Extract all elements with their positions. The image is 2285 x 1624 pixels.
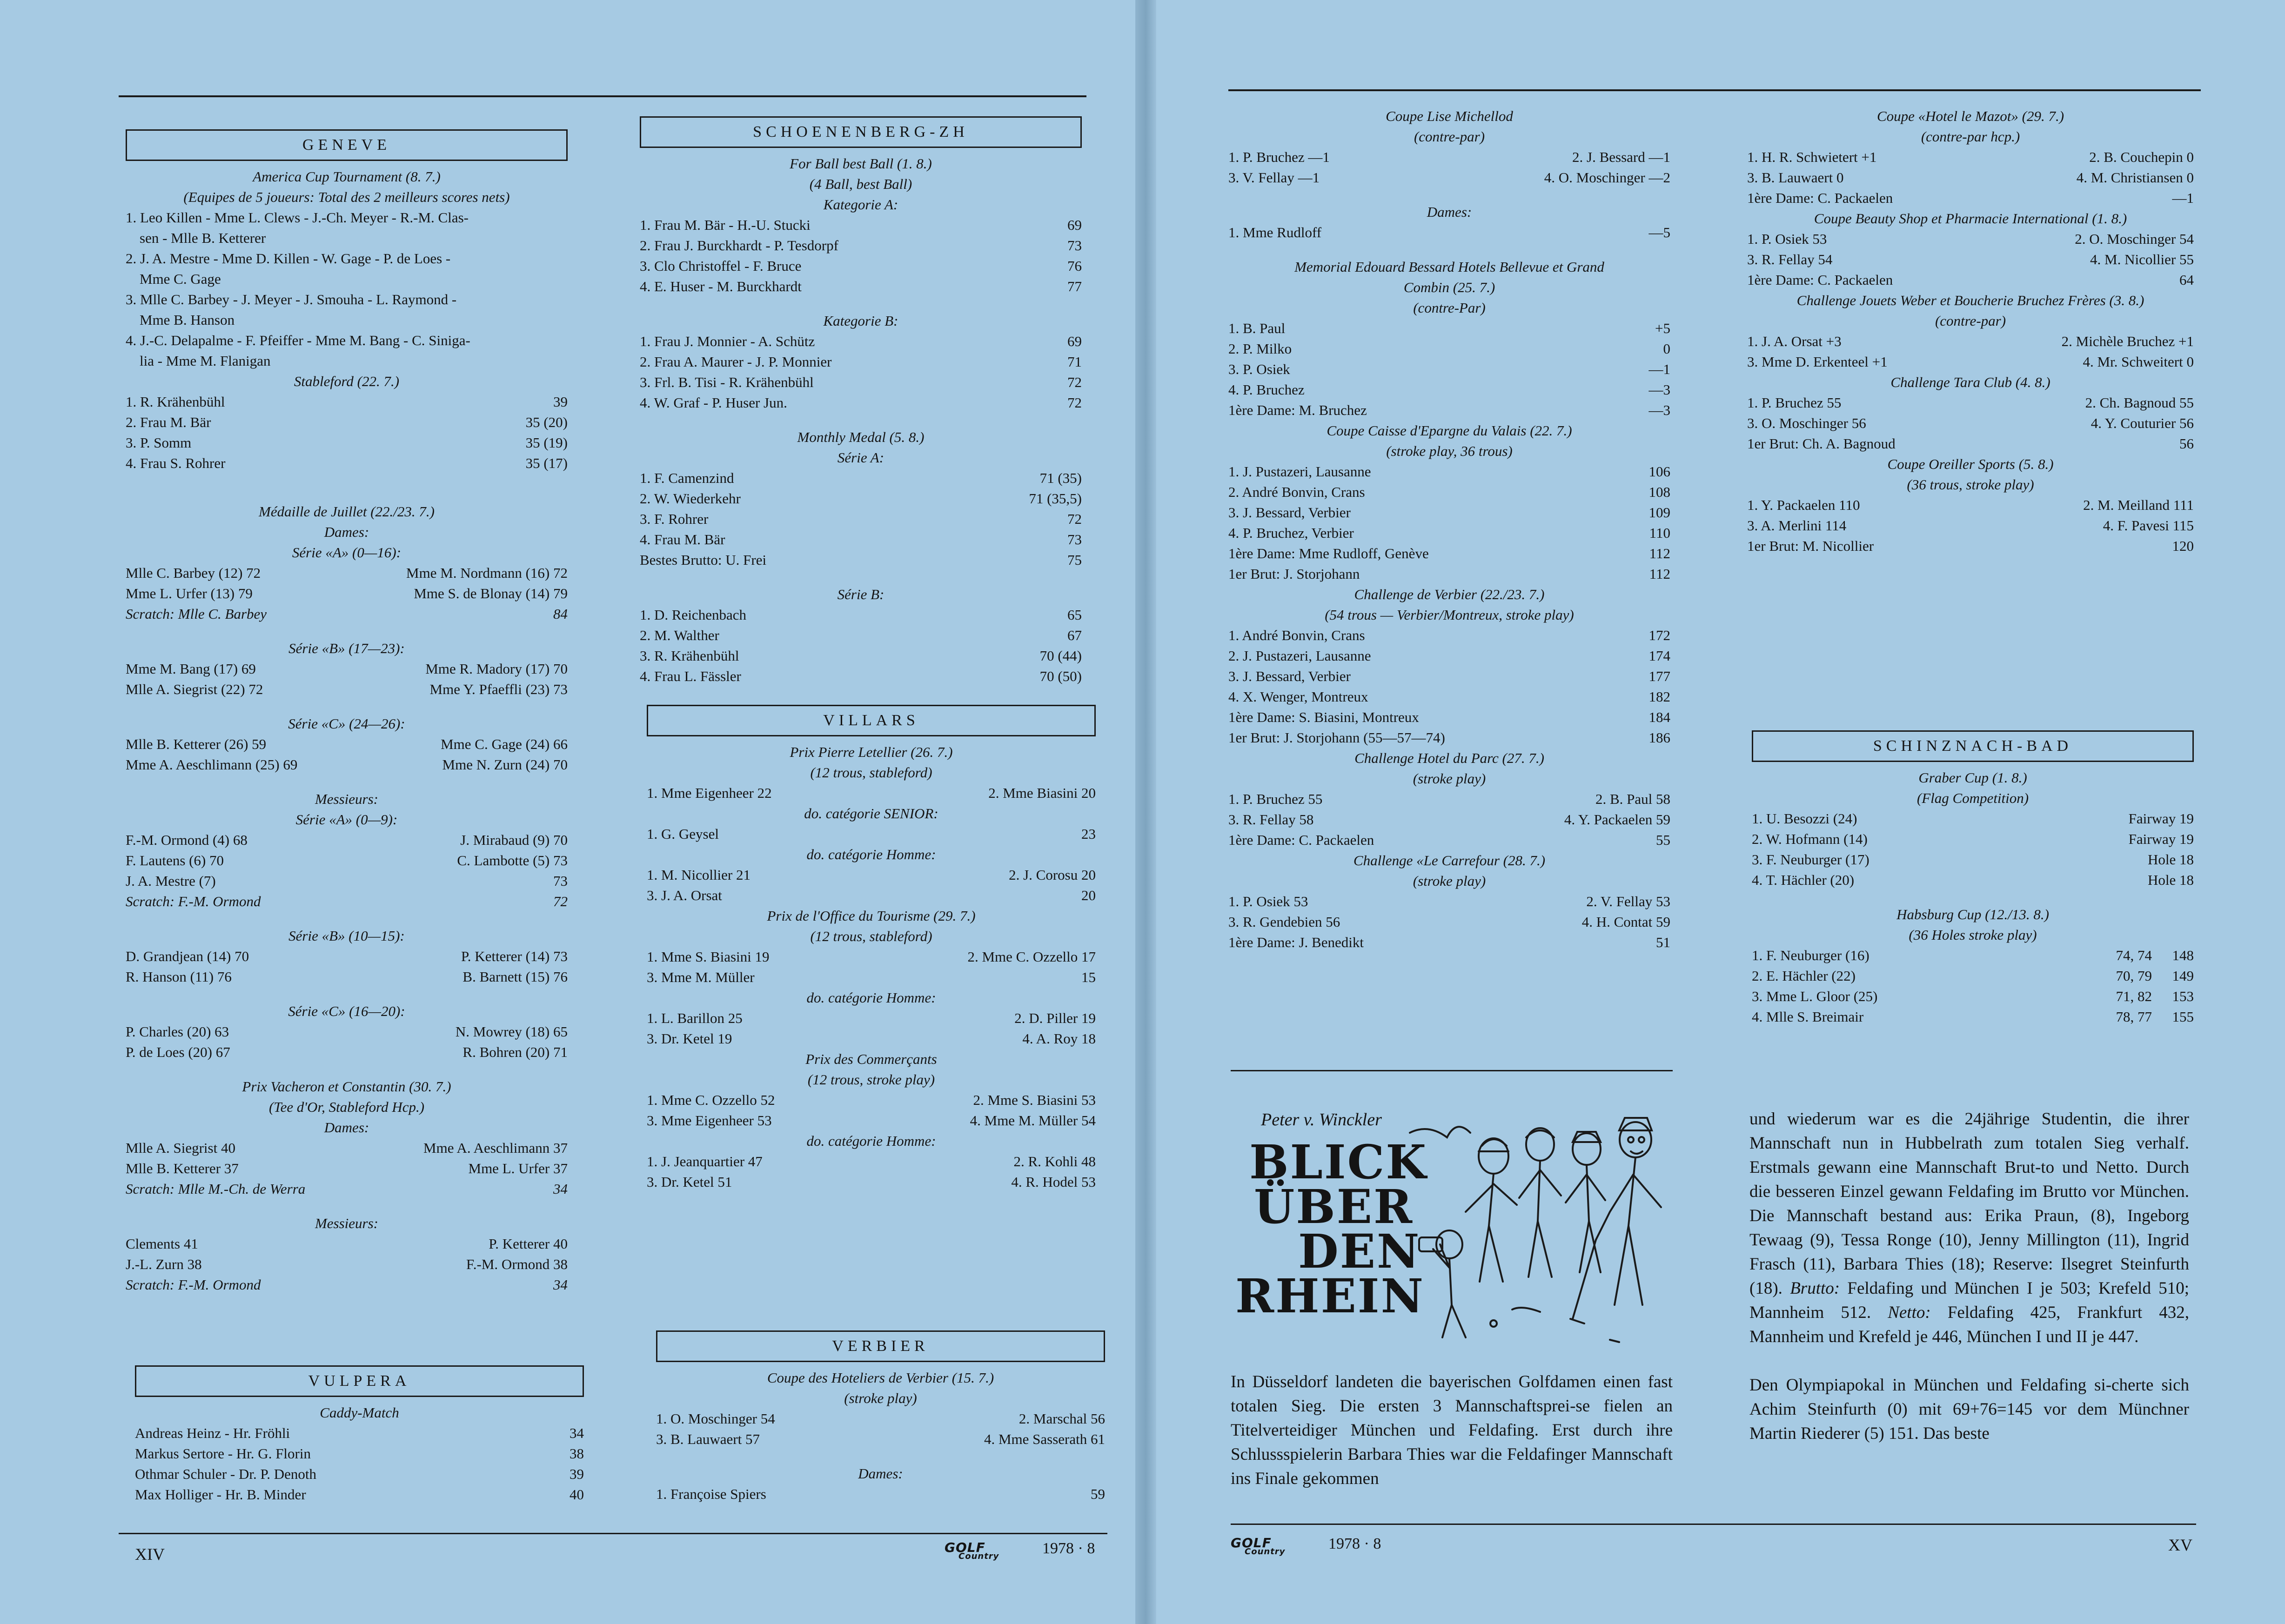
america-cup-line: 2. J. A. Mestre - Mme D. Killen - W. Gage - P. de Loes - xyxy=(126,250,451,267)
netto-label: Netto: xyxy=(1888,1303,1931,1322)
result-row: Mlle C. Barbey (12) 72 Mme M. Nordmann (16) 72 xyxy=(126,565,568,581)
dames-label: Dames: xyxy=(858,1465,903,1482)
prize-title: Challenge Jouets Weber et Boucherie Bruchez Frères (3. 8.) xyxy=(1796,292,2144,308)
kategorie-label: Kategorie B: xyxy=(823,313,898,329)
prize-subtitle: (contre-par) xyxy=(1414,128,1485,145)
dames-label: Dames: xyxy=(324,1119,369,1136)
section-header-vulpera: VULPERA xyxy=(135,1365,584,1397)
serie-title: Série «B» (10—15): xyxy=(288,928,405,944)
result-row: 3. A. Merlini 114 4. F. Pavesi 115 xyxy=(1747,517,2194,534)
article-text-left: In Düsseldorf landeten die bayerischen Golfdamen einen fast totalen Sieg. Die ersten 3 Mannschaftsprei-se fielen an Titelverteidiger München und Feldafing. Erst durch ihre Schlussspielerin Barbara Thies war die Feldafinger Mannschaft ins Finale gekommen xyxy=(1231,1372,1673,1488)
result-row: 1. D. Reichenbach 65 xyxy=(640,607,1082,623)
vacheron-subtitle: (Tee d'Or, Stableford Hcp.) xyxy=(268,1099,425,1115)
result-row: 1. Françoise Spiers 59 xyxy=(656,1486,1105,1502)
prize-title: Combin (25. 7.) xyxy=(1403,279,1495,295)
messieurs-label: Messieurs: xyxy=(315,791,379,807)
result-row: 1. Frau M. Bär - H.-U. Stucki 69 xyxy=(640,217,1082,233)
result-row: 3. R. Krähenbühl 70 (44) xyxy=(640,648,1082,664)
prize-title: Coupe Oreiller Sports (5. 8.) xyxy=(1887,456,2054,472)
result-row: F.-M. Ormond (4) 68 J. Mirabaud (9) 70 xyxy=(126,832,568,848)
prize-title: do. catégorie Homme: xyxy=(806,989,936,1006)
result-row: 1. Y. Packaelen 110 2. M. Meilland 111 xyxy=(1747,497,2194,513)
result-row: 3. B. Lauwaert 57 4. Mme Sasserath 61 xyxy=(656,1431,1105,1447)
result-row: 3. P. Osiek —1 xyxy=(1228,361,1670,377)
result-row: Mme L. Urfer (13) 79 Mme S. de Blonay (14) 79 xyxy=(126,585,568,601)
forball-subtitle: (4 Ball, best Ball) xyxy=(809,176,912,192)
right-column-1 xyxy=(1228,106,1670,953)
result-row: D. Grandjean (14) 70 P. Ketterer (14) 73 xyxy=(126,948,568,964)
result-row: 2. W. Wiederkehr 71 (35,5) xyxy=(640,490,1082,507)
serie-title: Série «C» (16—20): xyxy=(288,1003,405,1019)
prize-subtitle: (stroke play) xyxy=(844,1390,917,1406)
result-row: 3. Mme M. Müller 15 xyxy=(647,969,1096,985)
top-rule xyxy=(119,95,1086,97)
prize-subtitle: (contre-par hcp.) xyxy=(1921,128,2020,145)
article-paragraph: Den Olympiapokal in München und Feldafing si-cherte sich Achim Steinfurth (0) mit 69+76=145 vor dem Münchner Martin Riederer (5) 151. Das beste xyxy=(1749,1376,2189,1443)
result-row: 1er Brut: Ch. A. Bagnoud 56 xyxy=(1747,435,2194,452)
prize-title: Challenge «Le Carrefour (28. 7.) xyxy=(1353,852,1546,869)
prize-title: Memorial Edouard Bessard Hotels Bellevue et Grand xyxy=(1294,259,1604,275)
villars-section xyxy=(647,700,1096,1192)
result-row: 3. Mme D. Erkenteel +1 4. Mr. Schweitert 0 xyxy=(1747,354,2194,370)
result-row: 4. Frau L. Fässler 70 (50) xyxy=(640,668,1082,684)
result-row: 1. Mme C. Ozzello 52 2. Mme S. Biasini 53 xyxy=(647,1092,1096,1108)
result-row: 1. J. Pustazeri, Lausanne 106 xyxy=(1228,463,1670,480)
serie-title: Série «C» (24—26): xyxy=(288,715,405,732)
america-cup-title: America Cup Tournament (8. 7.) xyxy=(253,168,441,185)
serie-label: Série A: xyxy=(837,449,885,466)
section-header-schinznach: SCHINZNACH-BAD xyxy=(1752,730,2194,762)
result-row: R. Hanson (11) 76 B. Barnett (15) 76 xyxy=(126,969,568,985)
result-row: 2. Frau A. Maurer - J. P. Monnier 71 xyxy=(640,354,1082,370)
result-row: 1. Mme Rudloff —5 xyxy=(1228,224,1670,241)
monthly-medal-title: Monthly Medal (5. 8.) xyxy=(797,429,925,445)
article-paragraph: Feldafing und München I je 503; Krefeld 510; Mannheim 512. xyxy=(1749,1279,2190,1322)
bottom-rule xyxy=(1231,1524,2196,1525)
result-row: J. A. Mestre (7) 73 xyxy=(126,873,568,889)
result-row: 4. E. Huser - M. Burckhardt 77 xyxy=(640,278,1082,294)
prize-subtitle: (contre-par) xyxy=(1935,313,2006,329)
result-row: 4. P. Bruchez, Verbier 110 xyxy=(1228,525,1670,541)
result-row: Mlle B. Ketterer (26) 59 Mme C. Gage (24) 66 xyxy=(126,736,568,752)
article-paragraph: Feldafing 425, Frankfurt 432, Mannheim und Krefeld je 446, München I und II je 447. xyxy=(1749,1303,2190,1346)
prize-title: Graber Cup (1. 8.) xyxy=(1918,769,2027,786)
prize-title: do. catégorie Homme: xyxy=(806,846,936,862)
messieurs-label: Messieurs: xyxy=(315,1215,379,1231)
prize-title: Habsburg Cup (12./13. 8.) xyxy=(1896,906,2049,922)
result-row: 3. Mme Eigenheer 53 4. Mme M. Müller 54 xyxy=(647,1112,1096,1129)
result-row: 4. X. Wenger, Montreux 182 xyxy=(1228,688,1670,705)
caddy-match-title: Caddy-Match xyxy=(320,1404,399,1421)
prize-title: Challenge Hotel du Parc (27. 7.) xyxy=(1354,750,1544,766)
scratch-row: Scratch: F.-M. Ormond 72 xyxy=(126,893,568,909)
result-row: 1. F. Camenzind 71 (35) xyxy=(640,470,1082,486)
result-row: 1. J. A. Orsat +3 2. Michèle Bruchez +1 xyxy=(1747,333,2194,349)
book-gutter xyxy=(1135,0,1156,1624)
result-row: 1. L. Barillon 25 2. D. Piller 19 xyxy=(647,1010,1096,1026)
result-row: 1ère Dame: S. Biasini, Montreux 184 xyxy=(1228,709,1670,725)
result-row: 1. P. Bruchez 55 2. B. Paul 58 xyxy=(1228,791,1670,807)
result-row: 2. E. Hächler (22) 70, 79 149 xyxy=(1752,968,2194,984)
result-row: 1. Mme S. Biasini 19 2. Mme C. Ozzello 17 xyxy=(647,949,1096,965)
america-cup-line: 4. J.-C. Delapalme - F. Pfeiffer - Mme M. Bang - C. Siniga- xyxy=(126,332,470,348)
result-row: Markus Sertore - Hr. G. Florin 38 xyxy=(135,1445,584,1462)
prize-title: do. catégorie SENIOR: xyxy=(804,805,938,822)
result-row: 4. W. Graf - P. Huser Jun. 72 xyxy=(640,394,1082,411)
prize-subtitle: (36 Holes stroke play) xyxy=(1909,927,2037,943)
result-row: 2. M. Walther 67 xyxy=(640,627,1082,643)
result-row: 2. Frau J. Burckhardt - P. Tesdorpf 73 xyxy=(640,237,1082,254)
result-row: 3. R. Gendebien 56 4. H. Contat 59 xyxy=(1228,914,1670,930)
result-row: 1ère Dame: C. Packaelen 55 xyxy=(1228,832,1670,848)
result-row: 1. M. Nicollier 21 2. J. Corosu 20 xyxy=(647,867,1096,883)
result-row: 2. André Bonvin, Crans 108 xyxy=(1228,484,1670,500)
result-row: 3. R. Fellay 58 4. Y. Packaelen 59 xyxy=(1228,811,1670,828)
result-row: 3. Clo Christoffel - F. Bruce 76 xyxy=(640,258,1082,274)
result-row: Mlle A. Siegrist (22) 72 Mme Y. Pfaeffli (23) 73 xyxy=(126,681,568,697)
result-row: Othmar Schuler - Dr. P. Denoth 39 xyxy=(135,1466,584,1482)
result-row: 3. Mme L. Gloor (25) 71, 82 153 xyxy=(1752,988,2194,1004)
result-row: 1. P. Osiek 53 2. V. Fellay 53 xyxy=(1228,893,1670,909)
prize-title: Coupe «Hotel le Mazot» (29. 7.) xyxy=(1876,108,2064,124)
result-row: 1. H. R. Schwietert +1 2. B. Couchepin 0 xyxy=(1747,149,2194,165)
result-row: P. Charles (20) 63 N. Mowrey (18) 65 xyxy=(126,1023,568,1040)
result-row: 1er Brut: M. Nicollier 120 xyxy=(1747,538,2194,554)
result-row: 1. F. Neuburger (16) 74, 74 148 xyxy=(1752,947,2194,963)
page-number: XV xyxy=(2168,1536,2192,1554)
serie-title: Série «A» (0—16): xyxy=(292,544,402,561)
serie-title: Série «A» (0—9): xyxy=(295,811,398,828)
prize-subtitle: (12 trous, stableford) xyxy=(810,764,932,781)
result-row: Mme A. Aeschlimann (25) 69 Mme N. Zurn (24) 70 xyxy=(126,756,568,773)
prize-title: do. catégorie Homme: xyxy=(806,1133,936,1149)
bottom-rule xyxy=(119,1533,1107,1534)
result-row: 3. Frl. B. Tisi - R. Krähenbühl 72 xyxy=(640,374,1082,390)
result-row: 1. P. Bruchez 55 2. Ch. Bagnoud 55 xyxy=(1747,394,2194,411)
prize-title: Coupe Caisse d'Epargne du Valais (22. 7.) xyxy=(1327,422,1572,439)
magazine-logo: GOLF Country xyxy=(1231,1535,1286,1557)
result-row: 1. R. Krähenbühl 39 xyxy=(126,394,568,410)
result-row: 1. Frau J. Monnier - A. Schütz 69 xyxy=(640,333,1082,349)
result-row: 4. P. Bruchez —3 xyxy=(1228,381,1670,398)
dames-label: Dames: xyxy=(324,524,369,540)
result-row: 3. F. Neuburger (17) Hole 18 xyxy=(1752,851,2194,868)
prize-title: Coupe Beauty Shop et Pharmacie International (1. 8.) xyxy=(1814,210,2127,227)
issue-date: 1978 · 8 xyxy=(1328,1535,1381,1552)
result-row: Clements 41 P. Ketterer 40 xyxy=(126,1236,568,1252)
result-row: 1. P. Osiek 53 2. O. Moschinger 54 xyxy=(1747,231,2194,247)
result-row: 1er Brut: J. Storjohann (55—57—74) 186 xyxy=(1228,729,1670,746)
america-cup-line: 3. Mlle C. Barbey - J. Meyer - J. Smouha - L. Raymond - xyxy=(126,291,457,307)
result-row: 1ère Dame: C. Packaelen 64 xyxy=(1747,272,2194,288)
prize-title: Prix des Commerçants xyxy=(805,1051,937,1067)
result-row: Mlle A. Siegrist 40 Mme A. Aeschlimann 37 xyxy=(126,1140,568,1156)
prize-subtitle: (54 trous — Verbier/Montreux, stroke play) xyxy=(1325,607,1574,623)
prize-title: Challenge Tara Club (4. 8.) xyxy=(1890,374,2050,390)
america-cup-line: Mme B. Hanson xyxy=(140,312,235,328)
prize-subtitle: (Flag Competition) xyxy=(1916,790,2029,806)
america-cup-line: sen - Mlle B. Ketterer xyxy=(140,230,266,246)
stableford-title: Stableford (22. 7.) xyxy=(294,373,400,389)
vacheron-title: Prix Vacheron et Constantin (30. 7.) xyxy=(242,1078,451,1095)
prize-subtitle: (stroke play, 36 trous) xyxy=(1386,443,1513,459)
right-column-2 xyxy=(1747,106,2194,556)
result-row: 2. W. Hofmann (14) Fairway 19 xyxy=(1752,831,2194,847)
left-column-1 xyxy=(126,125,568,1295)
result-row: 1er Brut: J. Storjohann 112 xyxy=(1228,566,1670,582)
america-cup-line: 1. Leo Killen - Mme L. Clews - J.-Ch. Meyer - R.-M. Clas- xyxy=(126,209,469,226)
left-column-2 xyxy=(640,112,1082,687)
result-row: 4. Frau M. Bär 73 xyxy=(640,531,1082,548)
result-row: 1. J. Jeanquartier 47 2. R. Kohli 48 xyxy=(647,1153,1096,1170)
result-row: 3. F. Rohrer 72 xyxy=(640,511,1082,527)
article-text-right xyxy=(1749,1107,2189,1446)
serie-title: Série «B» (17—23): xyxy=(288,640,405,656)
result-row: 3. P. Somm 35 (19) xyxy=(126,434,568,451)
prize-title: Coupe des Hoteliers de Verbier (15. 7.) xyxy=(767,1370,994,1386)
result-row: Max Holliger - Hr. B. Minder 40 xyxy=(135,1486,584,1503)
america-cup-line: Mme C. Gage xyxy=(140,271,221,287)
result-row: 3. J. A. Orsat 20 xyxy=(647,887,1096,903)
result-row: 1. B. Paul +5 xyxy=(1228,320,1670,336)
prize-title: Prix Pierre Letellier (26. 7.) xyxy=(790,744,953,760)
result-row: 3. J. Bessard, Verbier 109 xyxy=(1228,504,1670,521)
article-paragraph: und wiederum war es die 24jährige Studentin, die ihrer Mannschaft nun in Hubbelrath zum totalen Sieg verhalf. Erstmals gewann eine Mannschaft Brut-to und Netto. Durch die besseren Einzel gewann Feldafing im Brutto vor München. Die Mannschaft bestand aus: Erika Praun, (8), Ingeborg Tewaag (9), Tessa Ronge (10), Jenny Millington (11), Ingrid Frasch (11), Barbara Thies (18); Reserve: Ilsegret Steinfurth (18). xyxy=(1749,1109,2189,1298)
result-row: 3. R. Fellay 54 4. M. Nicollier 55 xyxy=(1747,251,2194,267)
result-row: Andreas Heinz - Hr. Fröhli 34 xyxy=(135,1425,584,1441)
magazine-logo: GOLF Country xyxy=(945,1540,999,1561)
article-author: Peter v. Winckler xyxy=(1261,1110,1382,1129)
scratch-row: Scratch: Mlle M.-Ch. de Werra 34 xyxy=(126,1181,568,1197)
prize-subtitle: (12 trous, stroke play) xyxy=(807,1071,935,1088)
result-row: 3. J. Bessard, Verbier 177 xyxy=(1228,668,1670,684)
result-row: 1. P. Bruchez —1 2. J. Bessard —1 xyxy=(1228,149,1670,165)
prize-title: Coupe Lise Michellod xyxy=(1386,108,1513,124)
brutto-label: Brutto: xyxy=(1790,1279,1840,1298)
result-row: 3. Dr. Ketel 19 4. A. Roy 18 xyxy=(647,1030,1096,1047)
result-row: 4. Mlle S. Breimair 78, 77 155 xyxy=(1752,1009,2194,1025)
top-rule xyxy=(1228,89,2201,91)
america-cup-subtitle: (Equipes de 5 joueurs: Total des 2 meilleurs scores nets) xyxy=(183,189,510,205)
result-row: 3. V. Fellay —1 4. O. Moschinger —2 xyxy=(1228,169,1670,186)
page-number: XIV xyxy=(135,1545,165,1564)
prize-subtitle: (12 trous, stableford) xyxy=(810,928,932,944)
golfers-cartoon-illustration xyxy=(1400,1105,1675,1347)
result-row: 1ère Dame: J. Benedikt 51 xyxy=(1228,934,1670,950)
prize-subtitle: (36 trous, stroke play) xyxy=(1907,476,2034,493)
result-row: 1ère Dame: Mme Rudloff, Genève 112 xyxy=(1228,545,1670,561)
prize-title: Prix de l'Office du Tourisme (29. 7.) xyxy=(767,908,976,924)
result-row: 2. P. Milko 0 xyxy=(1228,341,1670,357)
section-header-verbier: VERBIER xyxy=(656,1330,1105,1362)
scratch-row: Scratch: Mlle C. Barbey 84 xyxy=(126,606,568,622)
prize-subtitle: (contre-Par) xyxy=(1413,300,1486,316)
result-row: 2. J. Pustazeri, Lausanne 174 xyxy=(1228,648,1670,664)
result-row: P. de Loes (20) 67 R. Bohren (20) 71 xyxy=(126,1044,568,1060)
result-row: 1ère Dame: C. Packaelen —1 xyxy=(1747,190,2194,206)
result-row: 1. U. Besozzi (24) Fairway 19 xyxy=(1752,810,2194,827)
vulpera-section xyxy=(135,1361,584,1505)
left-page xyxy=(0,0,1135,1624)
article-rule xyxy=(1231,1070,1673,1071)
result-row: Bestes Brutto: U. Frei 75 xyxy=(640,552,1082,568)
result-row: 3. Dr. Ketel 51 4. R. Hodel 53 xyxy=(647,1174,1096,1190)
result-row: 4. Frau S. Rohrer 35 (17) xyxy=(126,455,568,471)
right-page xyxy=(1156,0,2285,1624)
section-header-geneve: GENEVE xyxy=(126,129,568,161)
result-row: Mme M. Bang (17) 69 Mme R. Madory (17) 70 xyxy=(126,661,568,677)
forball-title: For Ball best Ball (1. 8.) xyxy=(790,155,932,172)
medaille-title: Médaille de Juillet (22./23. 7.) xyxy=(259,503,435,520)
prize-subtitle: (stroke play) xyxy=(1413,770,1486,787)
section-header-villars: VILLARS xyxy=(647,705,1096,736)
result-row: 1. O. Moschinger 54 2. Marschal 56 xyxy=(656,1410,1105,1427)
result-row: J.-L. Zurn 38 F.-M. Ormond 38 xyxy=(126,1256,568,1272)
america-cup-line: lia - Mme M. Flanigan xyxy=(140,353,271,369)
verbier-section xyxy=(656,1326,1105,1504)
scratch-row: Scratch: F.-M. Ormond 34 xyxy=(126,1276,568,1293)
schinznach-section xyxy=(1752,726,2194,1027)
dames-label: Dames: xyxy=(1427,204,1472,220)
prize-subtitle: (stroke play) xyxy=(1413,873,1486,889)
result-row: 2. Frau M. Bär 35 (20) xyxy=(126,414,568,430)
result-row: 1. Mme Eigenheer 22 2. Mme Biasini 20 xyxy=(647,785,1096,801)
section-header-schoenenberg: SCHOENENBERG-ZH xyxy=(640,116,1082,148)
result-row: Mlle B. Ketterer 37 Mme L. Urfer 37 xyxy=(126,1160,568,1176)
result-row: F. Lautens (6) 70 C. Lambotte (5) 73 xyxy=(126,852,568,869)
issue-date: 1978 · 8 xyxy=(1042,1540,1095,1557)
serie-label: Série B: xyxy=(837,586,885,602)
result-row: 3. B. Lauwaert 0 4. M. Christiansen 0 xyxy=(1747,169,2194,186)
result-row: 1. André Bonvin, Crans 172 xyxy=(1228,627,1670,643)
prize-title: Challenge de Verbier (22./23. 7.) xyxy=(1354,586,1545,602)
kategorie-label: Kategorie A: xyxy=(823,196,898,213)
result-row: 1. G. Geysel 23 xyxy=(647,826,1096,842)
result-row: 4. T. Hächler (20) Hole 18 xyxy=(1752,872,2194,888)
result-row: 3. O. Moschinger 56 4. Y. Couturier 56 xyxy=(1747,415,2194,431)
article-headline: BLICK ÜBER DEN RHEIN xyxy=(1235,1135,1428,1323)
result-row: 1ère Dame: M. Bruchez —3 xyxy=(1228,402,1670,418)
